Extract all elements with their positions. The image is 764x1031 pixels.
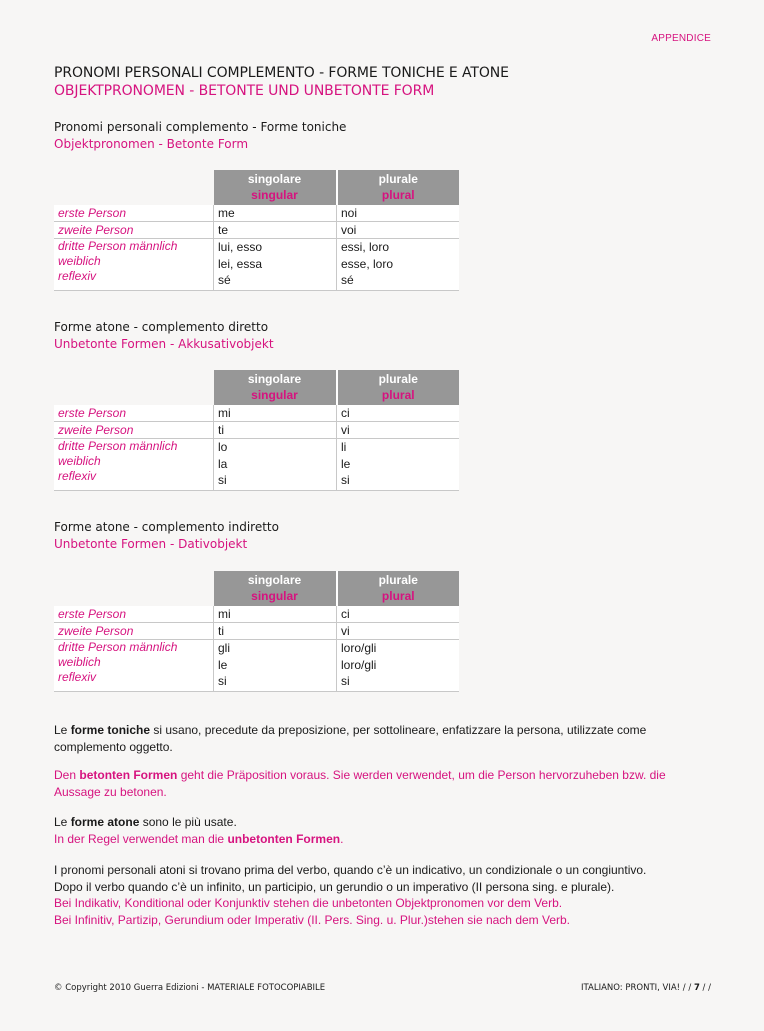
footer-copyright: © Copyright 2010 Guerra Edizioni - MATERIALE FOTOCOPIABILE [54, 983, 326, 993]
label-maennlich: dritte Person männlich [58, 640, 178, 654]
cell-singular [214, 239, 337, 291]
note-forme-toniche-de [54, 767, 714, 800]
cell-plural: vi [337, 422, 460, 439]
note-line: Bei Infinitiv, Partizip, Gerundium oder Imperativ (II. Pers. Sing. u. Plur.)stehen sie nach dem Verb. [54, 912, 571, 927]
book-title: ITALIANO: PRONTI, VIA! [580, 983, 681, 993]
header-singolare-it: singolare [247, 573, 302, 587]
note-line: Dopo il verbo quando c’è un infinito, un participio, un gerundio o un imperativo (II persona sing. e plurale). [54, 879, 615, 894]
cell-plural: noi [337, 205, 460, 222]
row-label-dritte [54, 640, 214, 692]
value-r: si [341, 473, 350, 487]
header-empty-cell [54, 571, 214, 606]
value-f: la [218, 456, 228, 471]
table-row [54, 640, 459, 692]
value-m: essi, loro [341, 240, 390, 254]
cell-plural [337, 439, 460, 491]
cell-singular: te [214, 222, 337, 239]
text: . [340, 831, 344, 846]
section-title-de: Unbetonte Formen - Akkusativobjekt [54, 337, 274, 351]
header-empty-cell [54, 170, 214, 205]
table-complemento-diretto [54, 370, 459, 491]
note-forme-toniche-it [54, 722, 714, 755]
label-weiblich: weiblich [58, 655, 101, 669]
value-r: si [218, 473, 227, 487]
cell-plural [337, 239, 460, 291]
separator: / / [680, 983, 694, 993]
value-r: sé [218, 273, 231, 287]
row-label-dritte [54, 239, 214, 291]
value-f: esse, loro [341, 256, 394, 271]
cell-plural: ci [337, 606, 460, 623]
cell-plural: ci [337, 405, 460, 422]
note-position [54, 862, 714, 928]
section-title-diretto [54, 319, 274, 353]
header-plurale-de: plural [381, 388, 415, 402]
header-singolare [214, 170, 337, 205]
text: Den [54, 768, 80, 782]
header-singolare-it: singolare [247, 172, 302, 186]
header-singolare [214, 370, 337, 405]
value-f: loro/gli [341, 657, 377, 672]
separator: / / [699, 983, 711, 993]
header-plurale [337, 170, 460, 205]
header-singolare-de: singular [251, 188, 298, 202]
value-m: loro/gli [341, 641, 377, 655]
table-forme-toniche [54, 170, 459, 291]
text: si usano, precedute da preposizione, per sottolineare, enfatizzare la persona, utilizzate come complemento oggetto. [54, 723, 647, 754]
value-r: si [341, 674, 350, 688]
header-plurale-it: plurale [378, 372, 418, 386]
cell-plural: vi [337, 623, 460, 640]
text: sono le più usate. [139, 815, 237, 829]
bold-term: unbetonten Formen [227, 831, 341, 846]
row-label-zweite: zweite Person [54, 222, 214, 239]
value-m: lui, esso [218, 240, 263, 254]
header-singolare-it: singolare [247, 372, 302, 386]
table-header-row [54, 170, 459, 205]
value-f: le [218, 657, 228, 672]
cell-singular: me [214, 205, 337, 222]
footer-page-info [581, 983, 711, 993]
text: Le [54, 723, 71, 737]
cell-singular [214, 439, 337, 491]
value-m: lo [218, 440, 228, 454]
cell-singular: ti [214, 422, 337, 439]
header-plurale-de: plural [381, 589, 415, 603]
row-label-erste: erste Person [54, 205, 214, 222]
table-complemento-indiretto [54, 571, 459, 692]
value-m: li [341, 440, 347, 454]
note-line: Bei Indikativ, Konditional oder Konjunktiv stehen die unbetonten Objektpronomen vor dem Verb. [54, 896, 563, 910]
label-reflexiv: reflexiv [58, 670, 97, 684]
note-forme-atone-de [54, 831, 714, 848]
page-title-it: PRONOMI PERSONALI COMPLEMENTO - FORME TONICHE E ATONE [54, 65, 509, 81]
section-title-it: Forme atone - complemento indiretto [54, 520, 279, 534]
value-r: sé [341, 273, 354, 287]
cell-singular: mi [214, 606, 337, 623]
text: geht die Präposition voraus. Sie werden verwendet, um die Person hervorzuheben bzw. die Aussage zu betonen. [54, 768, 666, 799]
table-header-row [54, 571, 459, 606]
value-r: si [218, 674, 227, 688]
table-row [54, 222, 459, 239]
table-row [54, 205, 459, 222]
header-singolare-de: singular [251, 388, 298, 402]
label-maennlich: dritte Person männlich [58, 239, 178, 253]
text: Le [54, 815, 71, 829]
cell-singular: ti [214, 623, 337, 640]
value-m: gli [218, 641, 231, 655]
header-singolare-de: singular [251, 589, 298, 603]
section-title-indiretto [54, 519, 279, 553]
table-row [54, 422, 459, 439]
note-line: I pronomi personali atoni si trovano prima del verbo, quando c’è un indicativo, un condizionale o un congiuntivo. [54, 863, 647, 877]
label-reflexiv: reflexiv [58, 469, 97, 483]
note-forme-atone-it [54, 814, 714, 831]
header-singolare [214, 571, 337, 606]
label-reflexiv: reflexiv [58, 269, 97, 283]
table-row [54, 623, 459, 640]
label-weiblich: weiblich [58, 454, 101, 468]
note-forme-atone [54, 814, 714, 847]
table-row [54, 439, 459, 491]
row-label-zweite: zweite Person [54, 422, 214, 439]
table-header-row [54, 370, 459, 405]
header-plurale-it: plurale [378, 172, 418, 186]
header-plurale [337, 571, 460, 606]
row-label-dritte [54, 439, 214, 491]
bold-term: betonten Formen [79, 768, 178, 782]
page-title-de: OBJEKTPRONOMEN - BETONTE UND UNBETONTE FORM [54, 83, 435, 99]
table-row [54, 606, 459, 623]
section-header: APPENDICE [651, 33, 711, 44]
page-title [54, 64, 509, 100]
value-f: le [341, 456, 351, 471]
cell-plural: voi [337, 222, 460, 239]
header-empty-cell [54, 370, 214, 405]
cell-singular [214, 640, 337, 692]
row-label-erste: erste Person [54, 606, 214, 623]
value-f: lei, essa [218, 256, 263, 271]
section-title-de: Objektpronomen - Betonte Form [54, 137, 249, 151]
cell-plural [337, 640, 460, 692]
header-plurale-de: plural [381, 188, 415, 202]
page-number: 7 [693, 983, 700, 993]
section-title-de: Unbetonte Formen - Dativobjekt [54, 537, 248, 551]
label-maennlich: dritte Person männlich [58, 439, 178, 453]
header-plurale-it: plurale [378, 573, 418, 587]
cell-singular: mi [214, 405, 337, 422]
row-label-zweite: zweite Person [54, 623, 214, 640]
header-plurale [337, 370, 460, 405]
section-title-toniche [54, 119, 346, 153]
text: In der Regel verwendet man die [54, 831, 228, 846]
row-label-erste: erste Person [54, 405, 214, 422]
label-weiblich: weiblich [58, 254, 101, 268]
section-title-it: Forme atone - complemento diretto [54, 320, 269, 334]
bold-term: forme toniche [70, 723, 151, 737]
section-title-it: Pronomi personali complemento - Forme toniche [54, 120, 347, 134]
table-row [54, 239, 459, 291]
table-row [54, 405, 459, 422]
bold-term: forme atone [70, 815, 140, 829]
